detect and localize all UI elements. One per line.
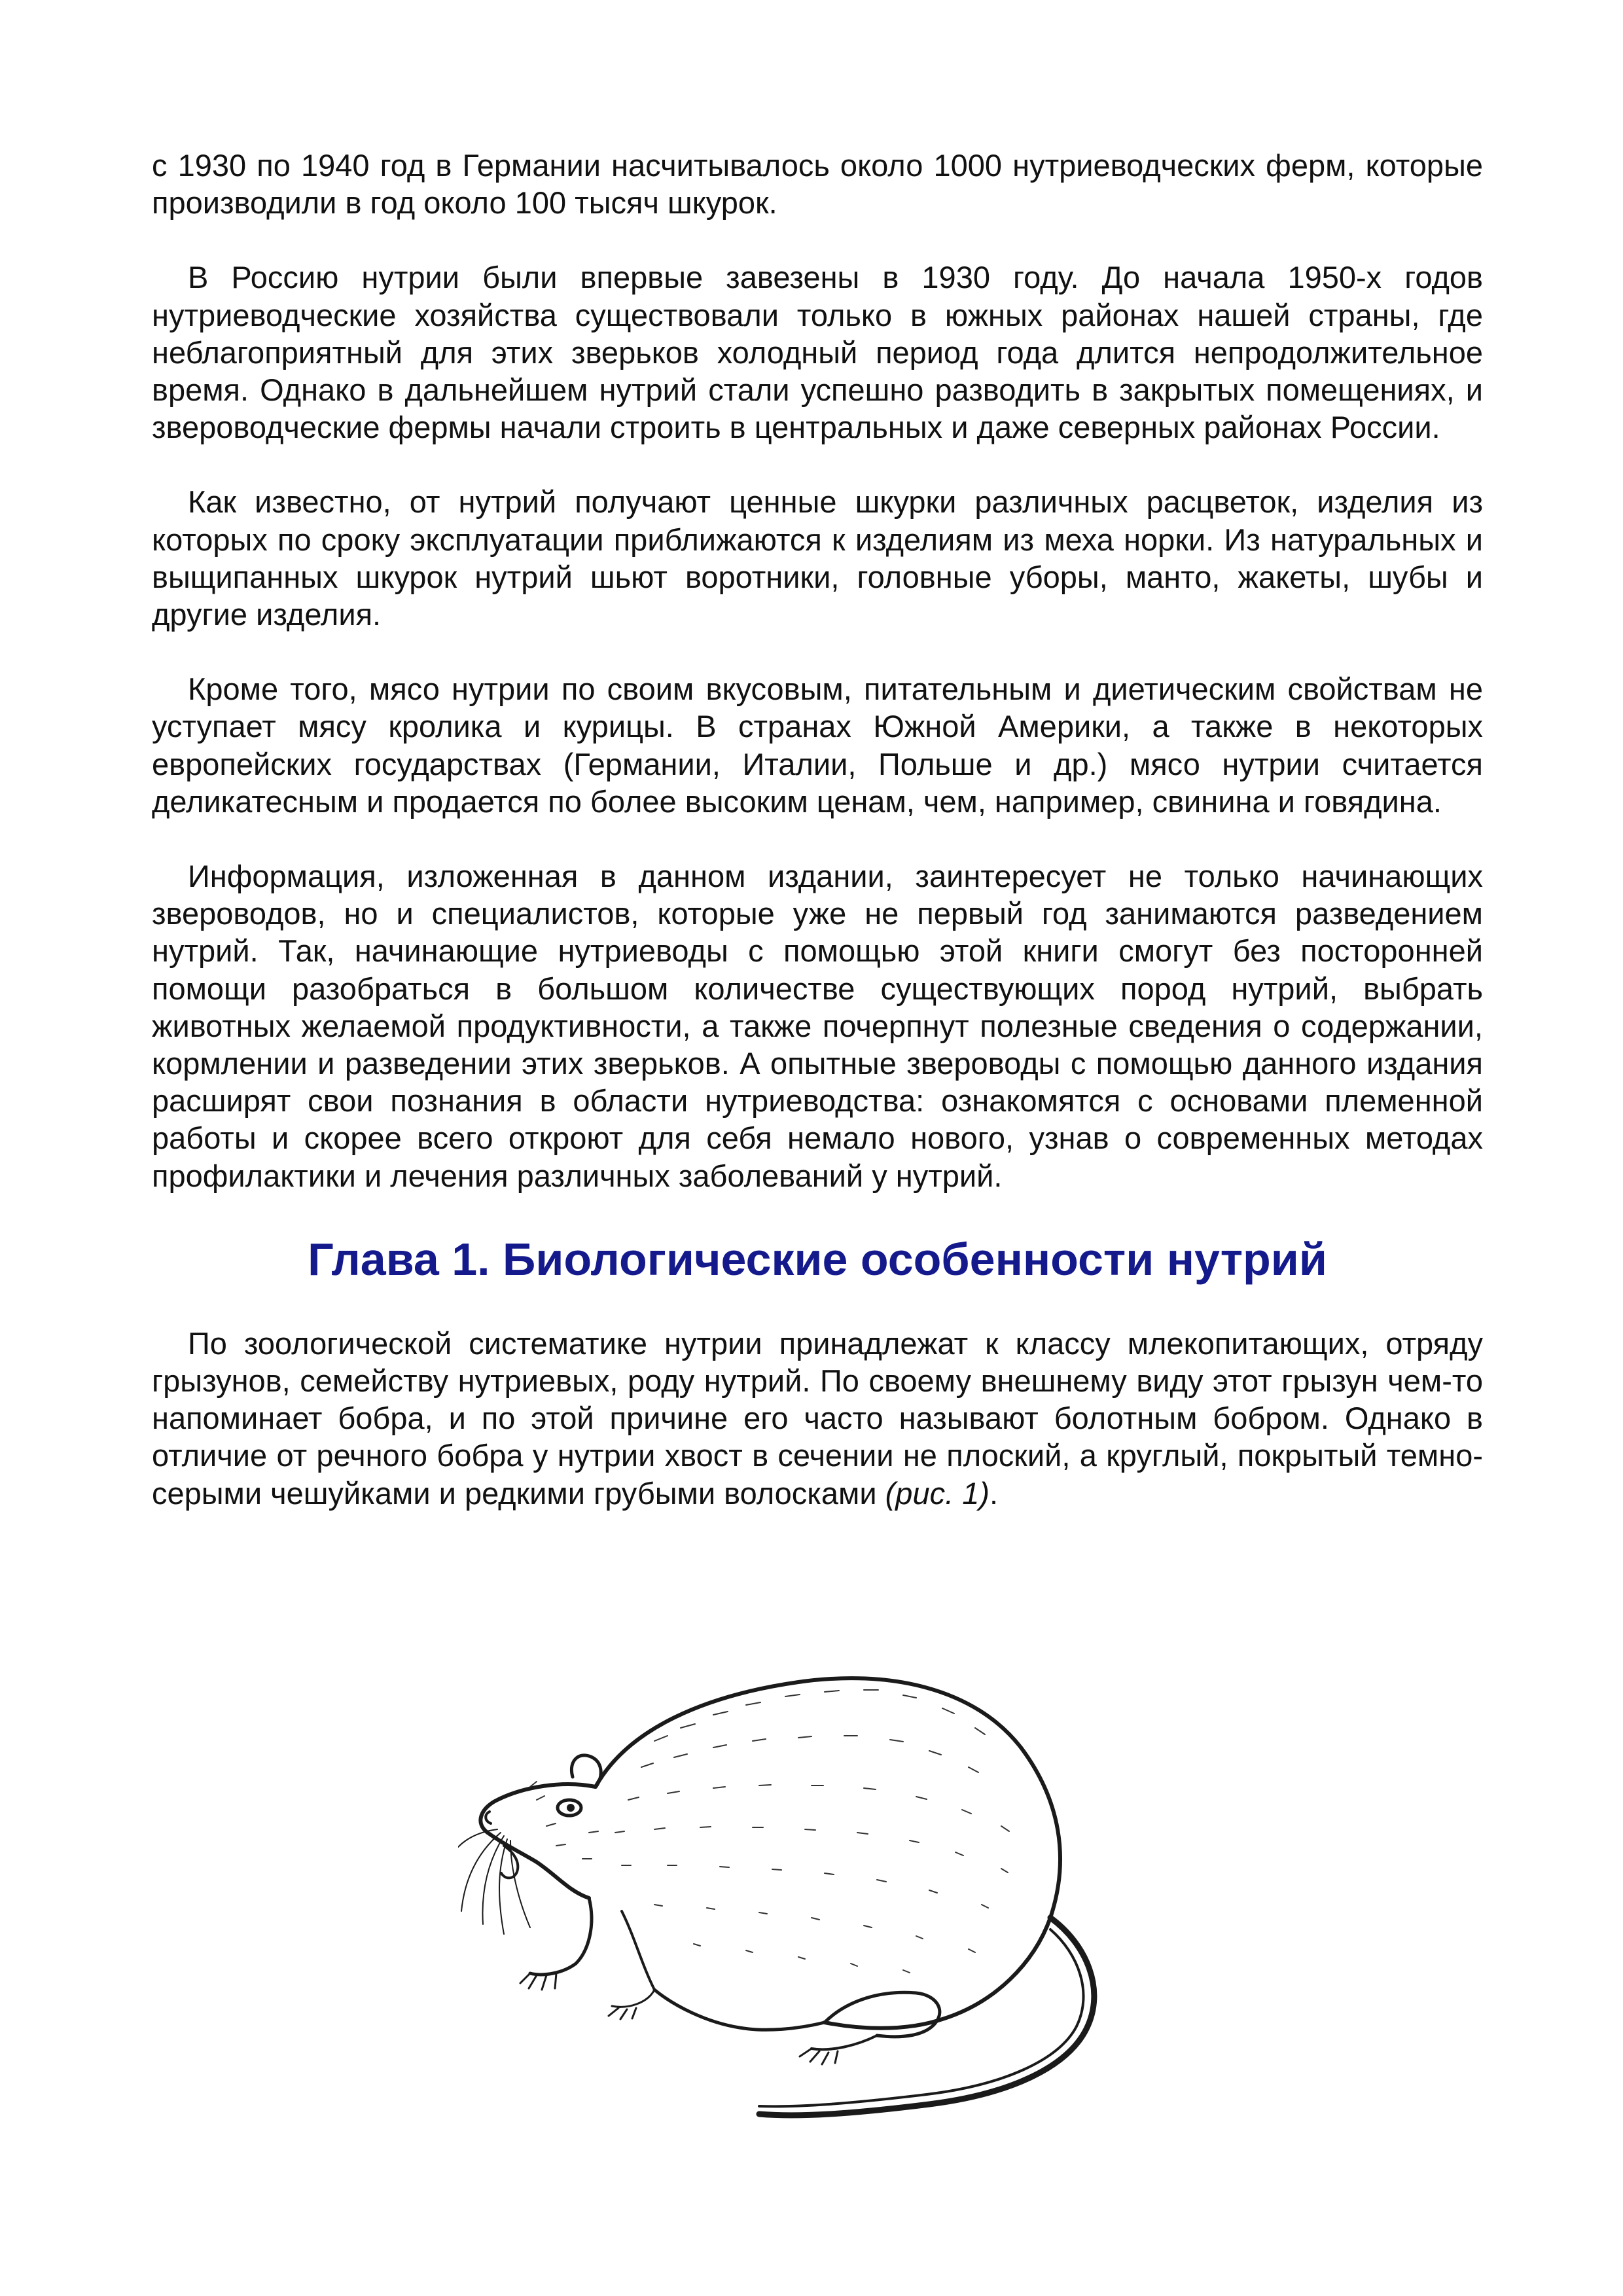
paragraph-pelts: Как известно, от нутрий получают ценные шкурки различных расцветок, изделия из которых по сроку эксплуатации приближаются к изделиям из меха норки. Из натуральных и выщипанных шкурок нутрий шьют воротники, головные уборы, манто, жакеты, шубы и другие изделия. [152, 484, 1483, 632]
nutria-illustration [458, 1636, 1198, 2121]
figure-reference: (рис. 1) [885, 1475, 990, 1511]
nutria-tail [759, 1918, 1094, 2115]
nutria-whiskers [461, 1833, 501, 1911]
paragraph-taxonomy [152, 1325, 1483, 1512]
taxonomy-text: По зоологической систематике нутрии принадлежат к классу млекопитающих, отряду грызунов, семейству нутриевых, роду нутрий. По своему внешнему виду этот грызун чем-то напоминает бобра, и по этой причине его часто называют болотным бобром. Однако в отличие от речного бобра у нутрии хвост в сечении не плоский, а круглый, покрытый темно-серыми чешуйками и редкими грубыми волосками [152, 1325, 1483, 1511]
nutria-ear [571, 1755, 601, 1785]
paragraph-audience: Информация, изложенная в данном издании, заинтересует не только начинающих звероводов, но и специалистов, которые уже не первый год занимаются разведением нутрий. Так, начинающие нутриеводы с помощью этой книги смогут без посторонней помощи разобраться в большом количестве существующих пород нутрий, выбрать животных желаемой продуктивности, а также почерпнут полезные сведения о содержании, кормлении и разведении этих зверьков. А опытные звероводы с помощью данного издания расширят свои познания в области нутриеводства: ознакомятся с основами племенной работы и скорее всего откроют для себя немало нового, узнав о современных методах профилактики и лечения различных заболеваний у нутрий. [152, 859, 1483, 1193]
page-content [152, 147, 1483, 1549]
paragraph-meat: Кроме того, мясо нутрии по своим вкусовым, питательным и диетическим свойствам не уступает мясу кролика и курицы. В странах Южной Америки, а также в некоторых европейских государствах (Германии, Италии, Польше и др.) мясо нутрии считается деликатесным и продается по более высоким ценам, чем, например, свинина и говядина. [152, 672, 1483, 819]
nutria-front-leg [530, 1898, 592, 1975]
nutria-body [596, 1678, 1060, 2028]
paragraph-farms-germany: с 1930 по 1940 год в Германии насчитывалось около 1000 нутриеводческих ферм, которые производили в год около 100 тысяч шкурок. [152, 148, 1483, 221]
paragraph-russia-history: В Россию нутрии были впервые завезены в 1930 году. До начала 1950-х годов нутриеводческие хозяйства существовали только в южных районах нашей страны, где неблагоприятный для этих зверьков холодный период года длится непродолжительное время. Однако в дальнейшем нутрий стали успешно разводить в закрытых помещениях, и звероводческие фермы начали строить в центральных и даже северных районах России. [152, 260, 1483, 445]
taxonomy-end: . [990, 1475, 999, 1511]
nutria-drawing [458, 1636, 1198, 2121]
chapter-heading: Глава 1. Биологические особенности нутрий [308, 1233, 1327, 1285]
